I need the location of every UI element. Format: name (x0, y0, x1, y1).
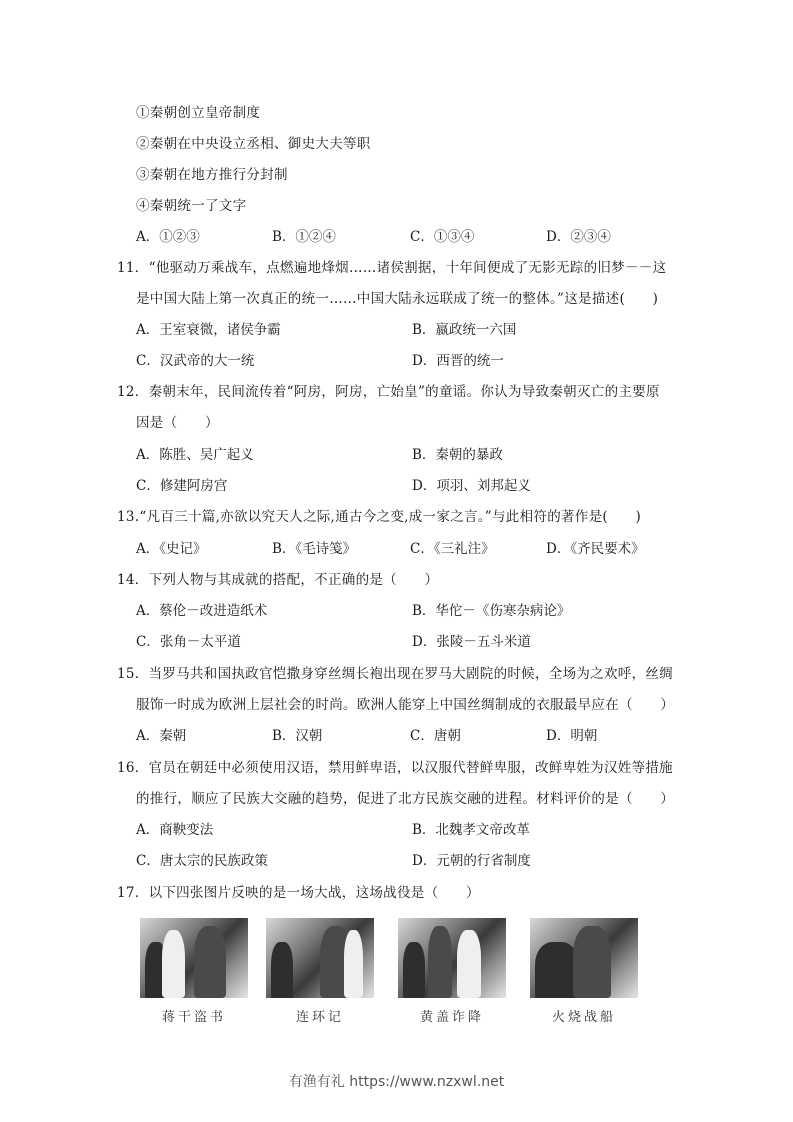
q10-option-c: C．①③④ (410, 229, 475, 245)
q12-option-c: C．修建阿房宫 (136, 478, 228, 494)
q13-option-d: D．《齐民要术》 (546, 541, 645, 557)
q16-option-c: C．唐太宗的民族政策 (136, 853, 268, 869)
q16-option-d: D．元朝的行省制度 (412, 853, 531, 869)
q11-option-b: B．嬴政统一六国 (412, 322, 517, 338)
q13-option-c: C．《三礼注》 (410, 541, 495, 557)
q14-stem: 14．下列人物与其成就的搭配，不正确的是（ ） (117, 572, 439, 588)
q15-option-c: C．唐朝 (410, 728, 461, 744)
q14-option-b: B．华佗－《伤寒杂病论》 (412, 603, 571, 619)
q16-option-b: B．北魏孝文帝改革 (412, 822, 530, 838)
q12-option-d: D．项羽、刘邦起义 (412, 478, 531, 494)
q17-caption-4: 火烧战船 (551, 1010, 616, 1025)
footer-watermark: 有渔有礼 https://www.nzxwl.net (288, 1074, 505, 1090)
q11-option-c: C．汉武帝的大一统 (136, 353, 255, 369)
q12-stem-line1: 12．秦朝末年，民间流传着“阿房，阿房，亡始皇”的童谣。你认为导致秦朝灭亡的主要原 (117, 384, 660, 400)
q17-caption-3: 黄盖诈降 (419, 1010, 484, 1025)
q11-option-a: A．王室衰微，诸侯争霸 (136, 322, 281, 338)
q17-caption-1: 蒋干盗书 (161, 1010, 226, 1025)
q14-option-d: D．张陵－五斗米道 (412, 634, 531, 650)
q10-option-a: A．①②③ (136, 229, 200, 245)
q14-option-a: A．蔡伦－改进造纸术 (136, 603, 268, 619)
q17-image-3 (398, 918, 506, 1025)
q16-stem-line1: 16．官员在朝廷中必须使用汉语，禁用鲜卑语，以汉服代替鲜卑服，改鲜卑姓为汉姓等措施 (117, 760, 673, 776)
q15-option-b: B．汉朝 (272, 728, 323, 744)
q12-option-b: B．秦朝的暴政 (412, 447, 503, 463)
q17-caption-2: 连环记 (295, 1010, 344, 1025)
statement-2: ②秦朝在中央设立丞相、御史大夫等职 (136, 136, 371, 152)
q11-option-d: D．西晋的统一 (412, 353, 504, 369)
q15-stem-line1: 15．当罗马共和国执政官恺撒身穿丝绸长袍出现在罗马大剧院的时候，全场为之欢呼，丝绸 (117, 666, 673, 682)
q11-stem-line1: 11．“他驱动万乘战车，点燃遍地烽烟……诸侯割据，十年间便成了无影无踪的旧梦－－这 (117, 260, 667, 276)
q13-stem: 13.“凡百三十篇,亦欲以究天人之际,通古今之变,成一家之言。”与此相符的著作是( ) (117, 509, 642, 525)
statement-1: ①秦朝创立皇帝制度 (136, 105, 261, 121)
q15-option-a: A．秦朝 (136, 728, 187, 744)
q10-option-b: B．①②④ (272, 229, 336, 245)
q15-option-d: D．明朝 (546, 728, 598, 744)
illustration-huang-gai (398, 918, 506, 998)
illustration-jiang-gan (140, 918, 248, 998)
q13-option-b: B．《毛诗笺》 (272, 541, 357, 557)
statement-4: ④秦朝统一了文字 (136, 198, 247, 214)
q16-option-a: A．商鞅变法 (136, 822, 214, 838)
q17-image-1 (140, 918, 248, 1025)
q12-option-a: A．陈胜、吴广起义 (136, 447, 254, 463)
q17-image-4 (530, 918, 638, 1025)
q10-option-d: D．②③④ (546, 229, 611, 245)
q11-stem-line2: 是中国大陆上第一次真正的统一……中国大陆永远联成了统一的整体。”这是描述( ) (136, 291, 659, 307)
q17-stem: 17．以下四张图片反映的是一场大战，这场战役是（ ） (117, 885, 480, 901)
q12-stem-line2: 因是（ ） (136, 415, 219, 431)
q14-option-c: C．张角－太平道 (136, 634, 241, 650)
statement-3: ③秦朝在地方推行分封制 (136, 167, 288, 183)
q16-stem-line2: 的推行，顺应了民族大交融的趋势，促进了北方民族交融的进程。材料评价的是（ ） (136, 791, 675, 807)
illustration-lianhuan (266, 918, 374, 998)
q13-option-a: A．《史记》 (136, 541, 207, 557)
q17-image-2 (266, 918, 374, 1025)
q17-image-strip (138, 918, 648, 1028)
q15-stem-line2: 服饰一时成为欧洲上层社会的时尚。欧洲人能穿上中国丝绸制成的衣服最早应在（ ） (136, 697, 675, 713)
illustration-fire-ships (530, 918, 638, 998)
